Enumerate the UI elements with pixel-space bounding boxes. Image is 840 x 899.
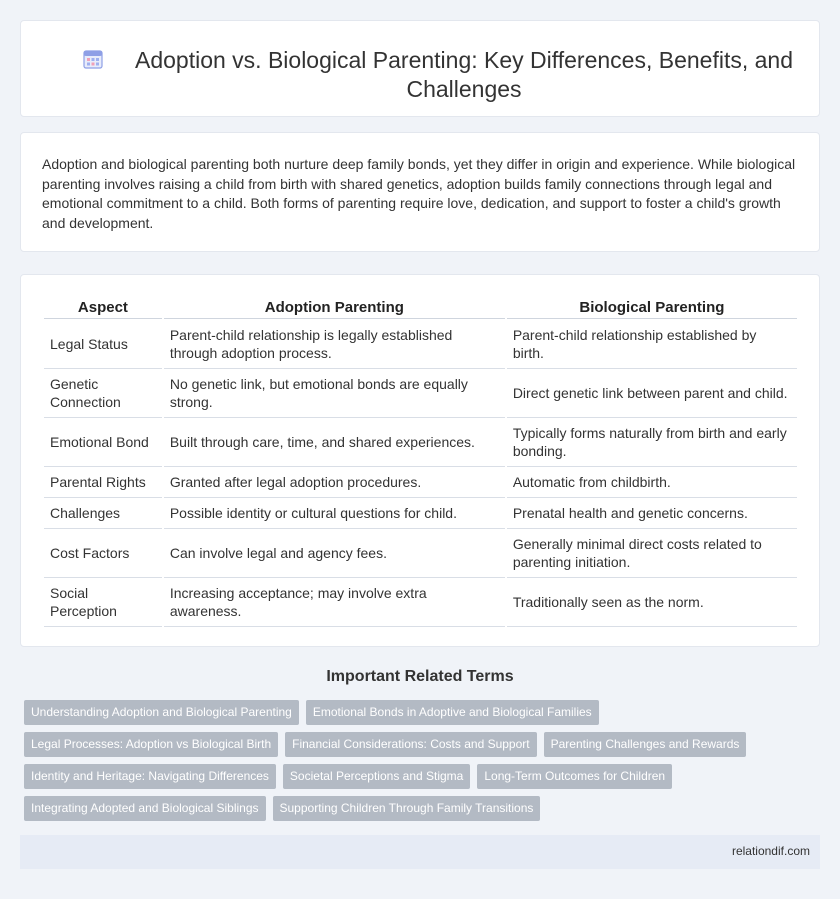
related-term-tag[interactable]: Societal Perceptions and Stigma [283, 764, 470, 789]
related-term-tag[interactable]: Integrating Adopted and Biological Siblings [24, 796, 266, 821]
table-cell-biological: Typically forms naturally from birth and early bonding. [507, 418, 797, 467]
table-cell-biological: Prenatal health and genetic concerns. [507, 498, 797, 529]
related-terms-heading: Important Related Terms [326, 668, 514, 685]
related-term-tag[interactable]: Long-Term Outcomes for Children [477, 764, 672, 789]
table-cell-aspect: Emotional Bond [44, 418, 162, 467]
table-cell-adoption: No genetic link, but emotional bonds are equally strong. [164, 369, 505, 418]
table-row [44, 529, 797, 578]
title-card [20, 20, 820, 117]
comparison-table [42, 297, 799, 627]
table-cell-aspect: Social Perception [44, 578, 162, 627]
table-cell-aspect: Parental Rights [44, 467, 162, 498]
related-terms-list [24, 700, 794, 828]
related-term-tag[interactable]: Understanding Adoption and Biological Parenting [24, 700, 299, 725]
table-row [44, 467, 797, 498]
related-term-tag[interactable]: Parenting Challenges and Rewards [544, 732, 747, 757]
table-cell-adoption: Possible identity or cultural questions for child. [164, 498, 505, 529]
related-term-tag[interactable]: Supporting Children Through Family Transitions [273, 796, 541, 821]
table-cell-biological: Traditionally seen as the norm. [507, 578, 797, 627]
table-cell-adoption: Built through care, time, and shared experiences. [164, 418, 505, 467]
table-row [44, 319, 797, 369]
table-cell-aspect: Challenges [44, 498, 162, 529]
table-cell-biological: Automatic from childbirth. [507, 467, 797, 498]
intro-card [20, 132, 820, 252]
column-header-biological: Biological Parenting [507, 297, 797, 319]
table-header-row [44, 297, 797, 319]
table-cell-biological: Parent-child relationship established by birth. [507, 319, 797, 369]
related-term-tag[interactable]: Legal Processes: Adoption vs Biological Birth [24, 732, 278, 757]
comparison-card [20, 274, 820, 647]
column-header-adoption: Adoption Parenting [164, 297, 505, 319]
table-cell-aspect: Genetic Connection [44, 369, 162, 418]
table-cell-aspect: Legal Status [44, 319, 162, 369]
table-row [44, 369, 797, 418]
calendar-icon [81, 47, 105, 71]
related-term-tag[interactable]: Emotional Bonds in Adoptive and Biological Families [306, 700, 599, 725]
table-row [44, 498, 797, 529]
table-cell-adoption: Increasing acceptance; may involve extra awareness. [164, 578, 505, 627]
footer-site-link[interactable]: relationdif.com [731, 844, 810, 858]
table-cell-adoption: Parent-child relationship is legally established through adoption process. [164, 319, 505, 369]
table-cell-aspect: Cost Factors [44, 529, 162, 578]
related-term-tag[interactable]: Financial Considerations: Costs and Support [285, 732, 536, 757]
table-row [44, 418, 797, 467]
column-header-aspect: Aspect [44, 297, 162, 319]
page-title: Adoption vs. Biological Parenting: Key Differences, Benefits, and Challenges [134, 47, 793, 102]
related-term-tag[interactable]: Identity and Heritage: Navigating Differences [24, 764, 276, 789]
intro-paragraph: Adoption and biological parenting both nurture deep family bonds, yet they differ in origin and experience. While biological parenting involves raising a child from birth with shared genetics, adoption builds family connections through legal and emotional commitment to a child. Both forms of parenting require love, dedication, and support to foster a child's growth and development. [42, 156, 796, 231]
table-row [44, 578, 797, 627]
table-cell-biological: Direct genetic link between parent and child. [507, 369, 797, 418]
table-cell-adoption: Granted after legal adoption procedures. [164, 467, 505, 498]
footer [20, 835, 820, 869]
table-cell-biological: Generally minimal direct costs related to parenting initiation. [507, 529, 797, 578]
table-cell-adoption: Can involve legal and agency fees. [164, 529, 505, 578]
